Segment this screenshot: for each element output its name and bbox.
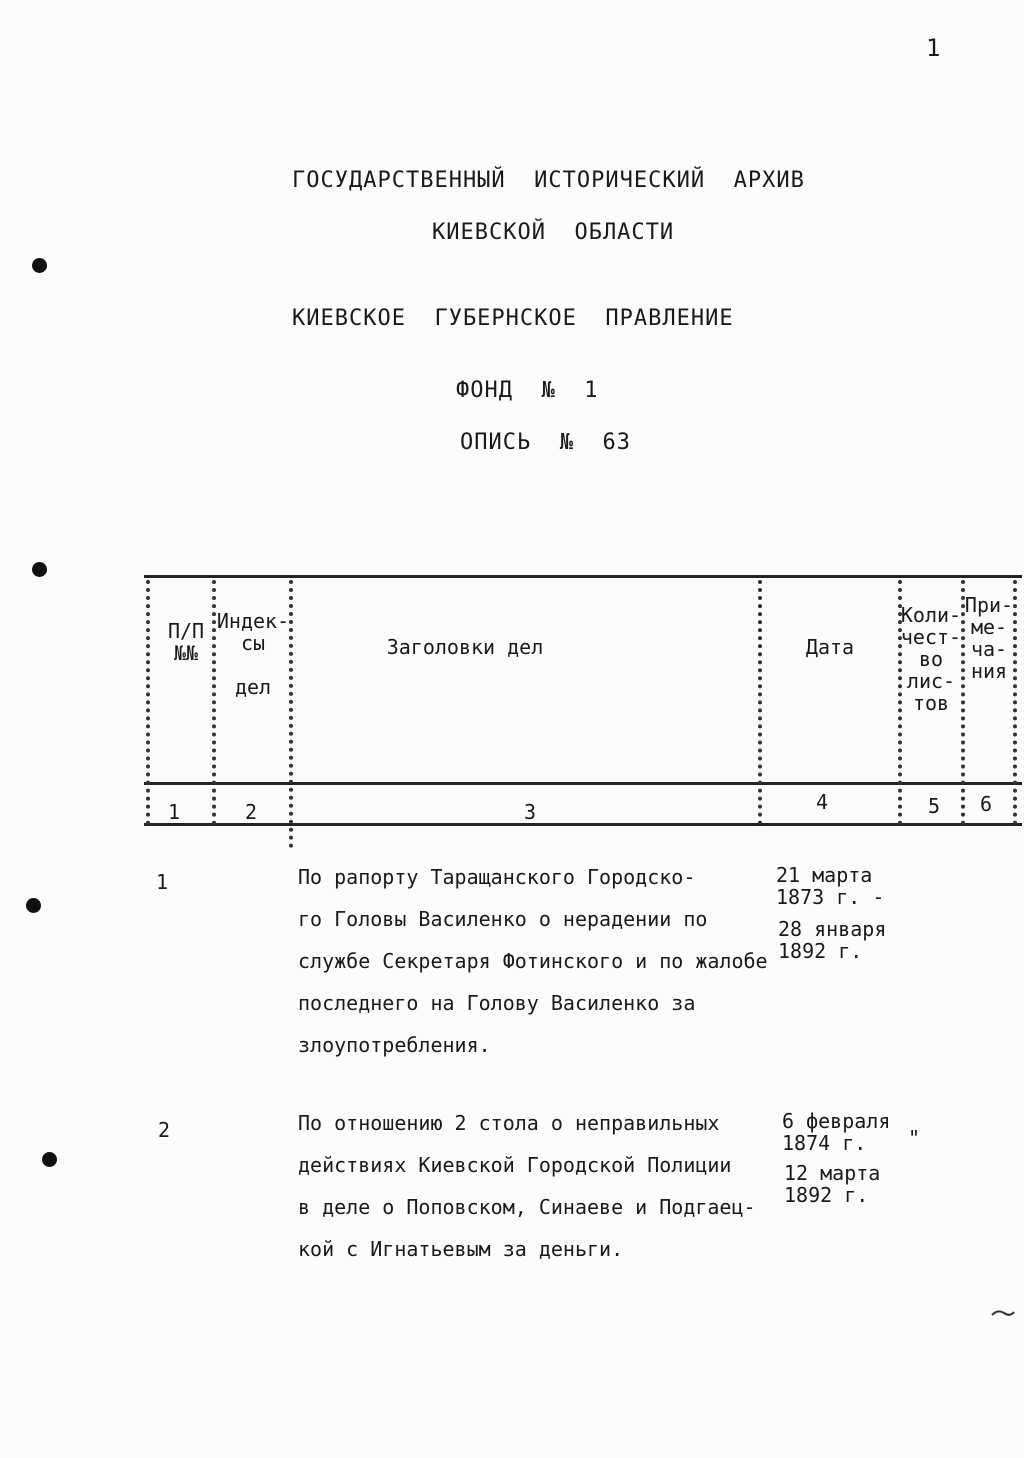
date-end: 12 марта 1892 г. [784,1161,881,1207]
institution-name: КИЕВСКОЕ ГУБЕРНСКОЕ ПРАВЛЕНИЕ [292,306,734,331]
header-notes: При- ме- ча- ния [964,593,1014,683]
case-title: По рапорту Таращанского Городско- го Головы Василенко о нерадении по службе Секретаря Фотинского и по жалобе последнего на Голову Василенко за злоупотребления. [298,865,768,1057]
table-header-rule [144,782,1022,785]
header-sheet-count: Коли- чест- во лис- тов [900,603,962,715]
inventory-number: ОПИСЬ № 63 [460,430,631,455]
column-number: 3 [524,800,537,824]
header-date: Дата [805,635,855,659]
fond-number: ФОНД № 1 [456,378,599,403]
row-number: 2 [158,1118,171,1142]
punch-hole-mark [26,898,41,913]
column-number: 6 [980,792,993,816]
table-numbers-rule [144,823,1022,826]
page-number: 1 [926,34,941,62]
case-title: По отношению 2 стола о неправильных действиях Киевской Городской Полиции в деле о Поповском, Синаеве и Подгаец- кой с Игнатьевым за деньги. [298,1111,756,1261]
header-case-titles: Заголовки дел [386,635,544,659]
column-number: 1 [168,800,181,824]
column-number: 4 [816,790,829,814]
margin-stroke-mark [990,1300,1016,1325]
date-start: 6 февраля 1874 г. [782,1109,891,1155]
table-top-rule [144,575,1022,578]
column-number: 5 [928,794,941,818]
punch-hole-mark [32,562,47,577]
column-separator [758,580,762,825]
header-case-index: Индек- сы дел [216,609,290,699]
pencil-stroke-icon [990,1307,1016,1319]
column-number: 2 [245,800,258,824]
date-end: 28 января 1892 г. [778,917,887,963]
row-number: 1 [156,870,169,894]
archive-region: КИЕВСКОЙ ОБЛАСТИ [432,220,675,245]
column-separator [146,580,150,825]
archive-name: ГОСУДАРСТВЕННЫЙ ИСТОРИЧЕСКИЙ АРХИВ [292,168,805,193]
ditto-mark: " [908,1126,921,1150]
header-row-number: П/П №№ [167,619,205,665]
punch-hole-mark [32,258,47,273]
date-start: 21 марта 1873 г. - [776,863,885,909]
punch-hole-mark [42,1152,57,1167]
